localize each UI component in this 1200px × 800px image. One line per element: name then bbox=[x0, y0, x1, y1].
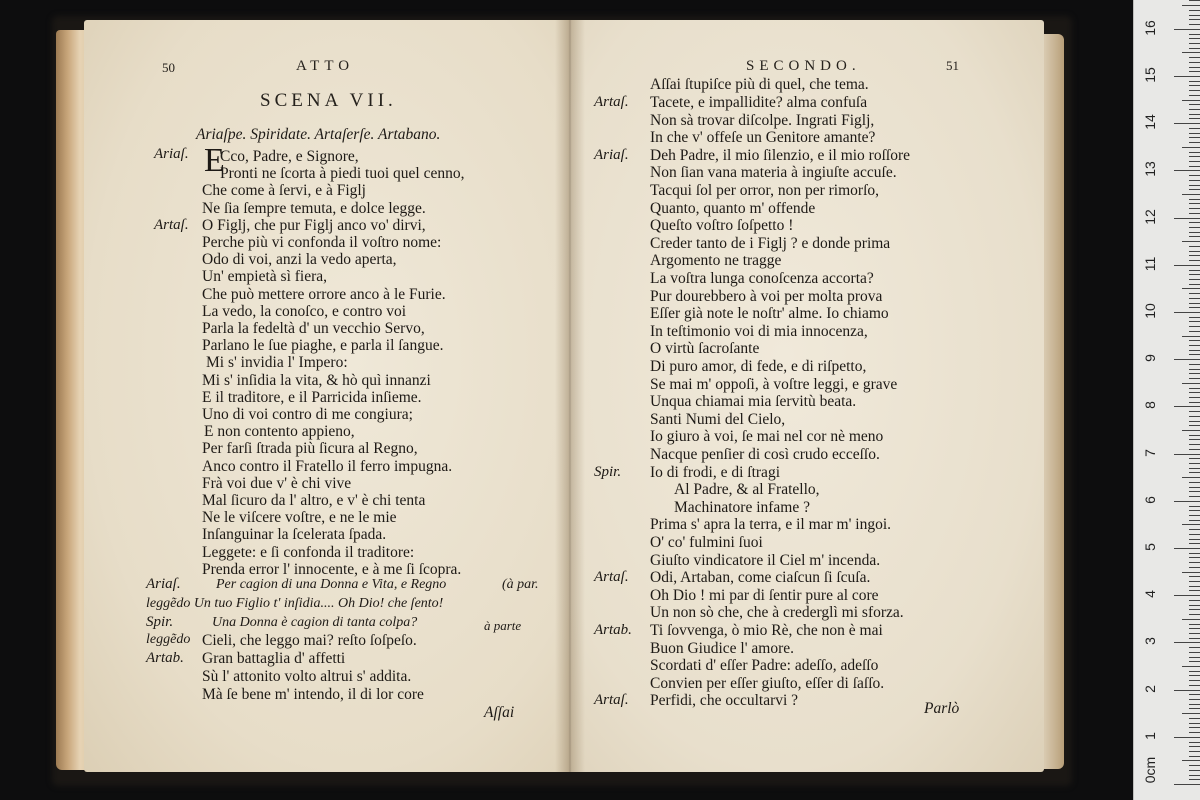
ruler-tick bbox=[1189, 402, 1200, 403]
speaker-label: Spir. bbox=[594, 463, 622, 480]
verse-line: Per farſi ſtrada più ſicura al Regno, bbox=[202, 440, 418, 458]
ruler-tick bbox=[1182, 524, 1200, 525]
verse-line: La vedo, la conoſco, e contro voi bbox=[202, 302, 407, 320]
reading-2b: Cieli, che leggo mai? reſto ſoſpeſo. bbox=[202, 632, 417, 649]
verse-line: Mi s' invidia l' Impero: bbox=[206, 354, 348, 372]
verse-line: Perfidi, che occultarvi ? bbox=[650, 692, 799, 710]
ruler-tick bbox=[1189, 104, 1200, 105]
verse-line: Mal ſicuro da l' altro, e v' è chi tenta bbox=[202, 492, 426, 509]
verse-line: E non contento appieno, bbox=[204, 423, 355, 441]
ruler-tick bbox=[1189, 67, 1200, 68]
ruler-tick bbox=[1189, 590, 1200, 591]
ruler-tick bbox=[1182, 572, 1200, 573]
ruler-tick bbox=[1182, 147, 1200, 148]
verse-line: Buon Giudice l' amore. bbox=[650, 639, 794, 657]
ruler-tick bbox=[1189, 137, 1200, 138]
verse-line: In teſtimonio voi di mia innocenza, bbox=[650, 322, 868, 340]
measurement-ruler bbox=[1133, 0, 1200, 800]
right-first-line: Aſſai ſtupiſce più di quel, che tema. bbox=[650, 76, 869, 93]
ruler-tick bbox=[1182, 477, 1200, 478]
ruler-tick bbox=[1182, 713, 1200, 714]
ruler-number: 15 bbox=[1142, 67, 1158, 83]
right-catchword: Parlò bbox=[924, 700, 960, 717]
ruler-tick bbox=[1189, 685, 1200, 686]
ruler-tick bbox=[1189, 34, 1200, 35]
ruler-number: 0cm bbox=[1142, 756, 1158, 784]
ruler-tick bbox=[1174, 29, 1200, 30]
ruler-tick bbox=[1189, 208, 1200, 209]
ruler-tick bbox=[1189, 303, 1200, 304]
left-page bbox=[84, 20, 570, 772]
verse-line: Anco contro il Fratello il ferro impugna. bbox=[202, 457, 453, 475]
ruler-tick bbox=[1174, 454, 1200, 455]
ruler-tick bbox=[1189, 307, 1200, 308]
verse-line: Quanto, quanto m' offende bbox=[650, 199, 816, 217]
ruler-tick bbox=[1189, 388, 1200, 389]
verse-line: Giuſto vindicatore il Ciel m' incenda. bbox=[650, 551, 881, 569]
verse-line: Odo di voi, anzi la vedo aperta, bbox=[202, 251, 397, 269]
ruler-tick bbox=[1189, 71, 1200, 72]
ruler-tick bbox=[1189, 222, 1200, 223]
ruler-tick bbox=[1189, 364, 1200, 365]
verse-line: Ne ſia ſempre temuta, e dolce legge. bbox=[202, 199, 426, 217]
ruler-number: 2 bbox=[1142, 684, 1158, 693]
ruler-tick bbox=[1189, 770, 1200, 771]
ruler-tick bbox=[1189, 421, 1200, 422]
ruler-number: 9 bbox=[1142, 354, 1158, 363]
ruler-tick bbox=[1189, 378, 1200, 379]
speaker-label: Artaſ. bbox=[594, 94, 629, 110]
ruler-number: 11 bbox=[1142, 256, 1158, 272]
verse-line: Ti ſovvenga, ò mio Rè, che non è mai bbox=[650, 622, 883, 639]
ruler-tick bbox=[1189, 142, 1200, 143]
reading-1: Per cagion di una Donna e Vita, e Regno bbox=[216, 577, 447, 592]
ruler-tick bbox=[1189, 274, 1200, 275]
ruler-tick bbox=[1189, 397, 1200, 398]
verse-line: Unqua chiamai mia ſervitù beata. bbox=[650, 393, 857, 411]
ruler-tick bbox=[1189, 624, 1200, 625]
right-folio: 51 bbox=[946, 58, 959, 73]
ruler-tick bbox=[1189, 534, 1200, 535]
aside-1: (à par. bbox=[502, 577, 539, 592]
aside-2: à parte bbox=[484, 618, 522, 633]
ruler-tick bbox=[1174, 123, 1200, 124]
ruler-tick bbox=[1174, 406, 1200, 407]
reading-2: Una Donna è cagion di tanta colpa? bbox=[212, 615, 418, 630]
ruler-tick bbox=[1189, 652, 1200, 653]
ruler-tick bbox=[1189, 543, 1200, 544]
ruler-tick bbox=[1189, 15, 1200, 16]
ruler-tick bbox=[1189, 57, 1200, 58]
ruler-tick bbox=[1189, 411, 1200, 412]
ruler-tick bbox=[1189, 166, 1200, 167]
ruler-tick bbox=[1189, 161, 1200, 162]
ruler-tick bbox=[1189, 425, 1200, 426]
ruler-tick bbox=[1182, 5, 1200, 6]
ruler-tick bbox=[1189, 586, 1200, 587]
ruler-tick bbox=[1189, 90, 1200, 91]
verse-line: Argomento ne tragge bbox=[650, 252, 782, 270]
ruler-tick bbox=[1189, 270, 1200, 271]
ruler-tick bbox=[1189, 520, 1200, 521]
ruler-tick bbox=[1189, 605, 1200, 606]
verse-line: In che v' offeſe un Genitore amante? bbox=[650, 129, 876, 147]
artab-line-1: Gran battaglia d' affetti bbox=[202, 650, 346, 667]
ruler-tick bbox=[1189, 279, 1200, 280]
verse-line: Parla la fedeltà d' un vecchio Servo, bbox=[202, 320, 425, 337]
ruler-tick bbox=[1174, 642, 1200, 643]
ruler-tick bbox=[1189, 416, 1200, 417]
ruler-tick bbox=[1189, 350, 1200, 351]
ruler-number: 5 bbox=[1142, 543, 1158, 551]
verse-line: Parlano le ſue piaghe, e parla il ſangue. bbox=[202, 337, 444, 355]
verse-line: Non sà trovar diſcolpe. Ingrati Figlj, bbox=[650, 111, 875, 129]
ruler-tick bbox=[1189, 515, 1200, 516]
ruler-tick bbox=[1189, 43, 1200, 44]
ruler-tick bbox=[1189, 345, 1200, 346]
ruler-tick bbox=[1189, 694, 1200, 695]
speaker-artab-1: Artab. bbox=[146, 650, 184, 666]
ruler-tick bbox=[1189, 213, 1200, 214]
ruler-tick bbox=[1189, 85, 1200, 86]
left-catchword: Aſſai bbox=[484, 704, 515, 721]
ruler-tick bbox=[1189, 581, 1200, 582]
ruler-tick bbox=[1189, 48, 1200, 49]
ruler-tick bbox=[1189, 463, 1200, 464]
ruler-number: 14 bbox=[1142, 114, 1158, 130]
ruler-tick bbox=[1189, 567, 1200, 568]
artab-line-3: Mà ſe bene m' intendo, il di lor core bbox=[202, 686, 424, 703]
verse-line: Leggete: e ſi confonda il traditore: bbox=[202, 543, 415, 561]
ruler-tick bbox=[1189, 236, 1200, 237]
ruler-tick bbox=[1189, 657, 1200, 658]
ruler-number: 12 bbox=[1142, 208, 1158, 225]
ruler-tick bbox=[1189, 756, 1200, 757]
ruler-tick bbox=[1189, 746, 1200, 747]
verse-line: Convien per eſſer giuſto, eſſer di ſaſſo. bbox=[650, 674, 885, 692]
verse-line: Nacque penſier di così crudo ecceſſo. bbox=[650, 446, 880, 463]
verse-line: Machinatore infame ? bbox=[674, 498, 810, 516]
ruler-tick bbox=[1182, 288, 1200, 289]
ruler-tick bbox=[1174, 312, 1200, 313]
ruler-tick bbox=[1189, 680, 1200, 681]
verse-line: Che come à ſervi, e à Figlj bbox=[202, 182, 366, 200]
ruler-tick bbox=[1189, 81, 1200, 82]
ruler-tick bbox=[1189, 491, 1200, 492]
verse-line: Deh Padre, il mio ſilenzio, e il mio roſſore bbox=[650, 146, 910, 164]
ruler-tick bbox=[1189, 723, 1200, 724]
verse-line: Io giuro à voi, ſe mai nel cor nè meno bbox=[650, 428, 884, 446]
ruler-tick bbox=[1189, 392, 1200, 393]
right-running-head: SECONDO. bbox=[746, 58, 861, 74]
ruler-tick bbox=[1182, 336, 1200, 337]
ruler-tick bbox=[1189, 232, 1200, 233]
ruler-tick bbox=[1189, 553, 1200, 554]
verse-line: Non ſian vana materia à ingiuſte accuſe. bbox=[650, 164, 897, 182]
ruler-tick bbox=[1189, 189, 1200, 190]
ruler-number: 10 bbox=[1142, 303, 1158, 319]
ruler-tick bbox=[1189, 326, 1200, 327]
ruler-tick bbox=[1189, 260, 1200, 261]
ruler-tick bbox=[1189, 373, 1200, 374]
ruler-number: 1 bbox=[1142, 731, 1158, 740]
ruler-tick bbox=[1189, 439, 1200, 440]
verse-line: Creder tanto de i Figlj ? e donde prima bbox=[650, 234, 891, 252]
ruler-tick bbox=[1189, 227, 1200, 228]
speaker-ariasp-1: Ariaſ. bbox=[154, 146, 189, 162]
verse-line: O Figlj, che pur Figlj anco vo' dirvi, bbox=[202, 216, 426, 234]
ruler-tick bbox=[1189, 203, 1200, 204]
ruler-number: 6 bbox=[1142, 495, 1158, 504]
ruler-tick bbox=[1189, 675, 1200, 676]
ruler-tick bbox=[1189, 298, 1200, 299]
ruler-number: 7 bbox=[1142, 448, 1158, 457]
ruler-tick bbox=[1189, 317, 1200, 318]
ruler-tick bbox=[1189, 727, 1200, 728]
verse-line: Uno di voi contro di me congiura; bbox=[202, 406, 413, 423]
ruler-tick bbox=[1182, 241, 1200, 242]
speaker-ariasp-2: Ariaſ. bbox=[146, 576, 181, 592]
drop-cap: E bbox=[204, 142, 225, 179]
ruler-tick bbox=[1189, 506, 1200, 507]
ruler-number: 8 bbox=[1142, 401, 1158, 410]
ruler-tick bbox=[1189, 742, 1200, 743]
ruler-tick bbox=[1189, 95, 1200, 96]
verse-line: Prenda error l' innocente, e à me ſi ſcopra. bbox=[202, 560, 462, 578]
ruler-tick bbox=[1189, 321, 1200, 322]
verse-line: Oh Dio ! mi par di ſentir pure al core bbox=[650, 586, 879, 604]
ruler-tick bbox=[1189, 614, 1200, 615]
ruler-tick bbox=[1189, 354, 1200, 355]
ruler-tick bbox=[1189, 24, 1200, 25]
ruler-tick bbox=[1189, 647, 1200, 648]
right-page bbox=[570, 20, 1044, 772]
ruler-tick bbox=[1189, 671, 1200, 672]
ruler-tick bbox=[1174, 501, 1200, 502]
ruler-tick bbox=[1189, 708, 1200, 709]
ruler-tick bbox=[1189, 251, 1200, 252]
ruler-tick bbox=[1189, 62, 1200, 63]
verse-line: Io di frodi, e di ſtragi bbox=[650, 463, 780, 481]
verse-line: E il traditore, e il Parricida inſieme. bbox=[202, 388, 422, 406]
ruler-tick bbox=[1189, 118, 1200, 119]
ruler-tick bbox=[1189, 576, 1200, 577]
verse-line: Mi s' inſidia la vita, & hò quì innanzi bbox=[202, 371, 431, 389]
left-running-head: ATTO bbox=[296, 58, 355, 74]
ruler-tick bbox=[1189, 638, 1200, 639]
ruler-tick bbox=[1189, 175, 1200, 176]
ruler-tick bbox=[1189, 0, 1200, 1]
verse-line: Frà voi due v' è chi vive bbox=[202, 474, 352, 492]
ruler-number: 13 bbox=[1142, 161, 1158, 178]
ruler-tick bbox=[1189, 255, 1200, 256]
ruler-tick bbox=[1189, 369, 1200, 370]
ruler-tick bbox=[1189, 765, 1200, 766]
ruler-tick bbox=[1182, 52, 1200, 53]
verse-line: Cco, Padre, e Signore, bbox=[220, 148, 359, 165]
verse-line: Di puro amor, di fede, e di riſpetto, bbox=[650, 358, 867, 375]
verse-line: Ne le viſcere voſtre, e ne le mie bbox=[202, 509, 397, 527]
scene-title: SCENA VII. bbox=[260, 90, 397, 111]
ruler-tick bbox=[1189, 38, 1200, 39]
verse-line: Perche più vi confonda il voſtro nome: bbox=[202, 234, 442, 251]
ruler-tick bbox=[1189, 633, 1200, 634]
ruler-tick bbox=[1189, 340, 1200, 341]
verse-line: Eſſer già note le noſtr' alme. Io chiamo bbox=[650, 305, 889, 323]
ruler-tick bbox=[1174, 218, 1200, 219]
left-folio: 50 bbox=[162, 60, 175, 75]
ruler-tick bbox=[1189, 539, 1200, 540]
ruler-tick bbox=[1182, 666, 1200, 667]
ruler-tick bbox=[1189, 180, 1200, 181]
gutter-shadow bbox=[555, 20, 585, 772]
ruler-tick bbox=[1189, 529, 1200, 530]
ruler-tick bbox=[1174, 265, 1200, 266]
verse-line: Tacete, e impallidite? alma confuſa bbox=[650, 94, 868, 111]
ruler-tick bbox=[1189, 562, 1200, 563]
ruler-tick bbox=[1174, 548, 1200, 549]
ruler-tick bbox=[1189, 458, 1200, 459]
ruler-number: 3 bbox=[1142, 637, 1158, 646]
ruler-tick bbox=[1189, 718, 1200, 719]
speaker-label: Artaſ. bbox=[594, 692, 629, 709]
ruler-tick bbox=[1189, 128, 1200, 129]
ruler-tick bbox=[1189, 293, 1200, 294]
verse-line: O virtù ſacroſante bbox=[650, 340, 760, 358]
ruler-tick bbox=[1189, 114, 1200, 115]
verse-line: Pronti ne ſcorta à piedi tuoi quel cenno, bbox=[220, 165, 465, 183]
speaker-leggendo: leggẽdo bbox=[146, 632, 191, 647]
ruler-tick bbox=[1189, 449, 1200, 450]
ruler-tick bbox=[1182, 619, 1200, 620]
ruler-tick bbox=[1189, 482, 1200, 483]
speaker-spir-1: Spir. bbox=[146, 614, 174, 630]
ruler-tick bbox=[1189, 628, 1200, 629]
ruler-tick bbox=[1189, 435, 1200, 436]
ruler-tick bbox=[1182, 760, 1200, 761]
verse-line: Che può mettere orrore anco à le Furie. bbox=[202, 285, 446, 303]
ruler-tick bbox=[1189, 751, 1200, 752]
ruler-tick bbox=[1189, 510, 1200, 511]
ruler-tick bbox=[1174, 170, 1200, 171]
verse-line: Se mai m' oppoſi, à voſtre leggi, e grave bbox=[650, 375, 898, 393]
reading-1b: leggẽdo Un tuo Figlio t' inſidia.... Oh Dio! che ſento! bbox=[146, 596, 444, 611]
artab-line-2: Sù l' attonito volto altrui s' addita. bbox=[202, 668, 412, 685]
verse-line: Odi, Artaban, come ciaſcun ſi ſcuſa. bbox=[650, 569, 871, 587]
ruler-number: 16 bbox=[1142, 20, 1158, 36]
verse-line: Al Padre, & al Fratello, bbox=[674, 481, 820, 499]
ruler-tick bbox=[1182, 194, 1200, 195]
ruler-tick bbox=[1189, 133, 1200, 134]
verse-line: La voſtra lunga conoſcenza accorta? bbox=[650, 270, 874, 287]
ruler-tick bbox=[1189, 284, 1200, 285]
verse-line: Santi Numi del Cielo, bbox=[650, 410, 786, 428]
ruler-tick bbox=[1189, 468, 1200, 469]
ruler-tick bbox=[1189, 600, 1200, 601]
verse-line: Scordati d' eſſer Padre: adeſſo, adeſſo bbox=[650, 657, 879, 675]
ruler-tick bbox=[1174, 690, 1200, 691]
verse-line: Queſto voſtro ſoſpetto ! bbox=[650, 217, 794, 235]
ruler-tick bbox=[1189, 152, 1200, 153]
ruler-tick bbox=[1189, 199, 1200, 200]
verse-line: Un' empietà sì fiera, bbox=[202, 268, 328, 286]
ruler-tick bbox=[1189, 331, 1200, 332]
cast-list: Ariaſpe. Spiridate. Artaſerſe. Artabano. bbox=[196, 126, 441, 143]
ruler-tick bbox=[1174, 784, 1200, 785]
ruler-tick bbox=[1182, 430, 1200, 431]
ruler-number: 4 bbox=[1142, 590, 1158, 599]
ruler-tick bbox=[1189, 109, 1200, 110]
ruler-tick bbox=[1189, 661, 1200, 662]
ruler-tick bbox=[1182, 100, 1200, 101]
ruler-tick bbox=[1189, 472, 1200, 473]
ruler-tick bbox=[1189, 156, 1200, 157]
ruler-tick bbox=[1189, 699, 1200, 700]
verse-line: Prima s' apra la terra, e il mar m' ingoi. bbox=[650, 516, 892, 534]
ruler-tick bbox=[1174, 737, 1200, 738]
verse-line: Pur dourebbero à voi per molta prova bbox=[650, 287, 883, 305]
ruler-tick bbox=[1189, 444, 1200, 445]
verse-line: Inſanguinar la ſcelerata ſpada. bbox=[202, 526, 387, 544]
ruler-tick bbox=[1174, 76, 1200, 77]
ruler-tick bbox=[1189, 487, 1200, 488]
speaker-label: Artab. bbox=[594, 622, 632, 638]
ruler-tick bbox=[1174, 595, 1200, 596]
ruler-tick bbox=[1182, 383, 1200, 384]
ruler-tick bbox=[1189, 732, 1200, 733]
speaker-artas-1: Artaſ. bbox=[154, 216, 189, 233]
ruler-tick bbox=[1174, 359, 1200, 360]
ruler-tick bbox=[1189, 779, 1200, 780]
ruler-tick bbox=[1189, 704, 1200, 705]
ruler-tick bbox=[1189, 557, 1200, 558]
verse-line: Un non sò che, che à crederglì mi sforza. bbox=[650, 604, 904, 622]
ruler-tick bbox=[1189, 246, 1200, 247]
ruler-tick bbox=[1189, 609, 1200, 610]
ruler-tick bbox=[1189, 10, 1200, 11]
ruler-tick bbox=[1189, 185, 1200, 186]
speaker-label: Artaſ. bbox=[594, 569, 629, 586]
ruler-tick bbox=[1189, 19, 1200, 20]
speaker-label: Ariaſ. bbox=[594, 146, 629, 163]
verse-line: O' co' fulmini ſuoi bbox=[650, 534, 763, 551]
ruler-tick bbox=[1189, 775, 1200, 776]
ruler-tick bbox=[1189, 496, 1200, 497]
verse-line: Tacqui ſol per orror, non per rimorſo, bbox=[650, 182, 880, 199]
